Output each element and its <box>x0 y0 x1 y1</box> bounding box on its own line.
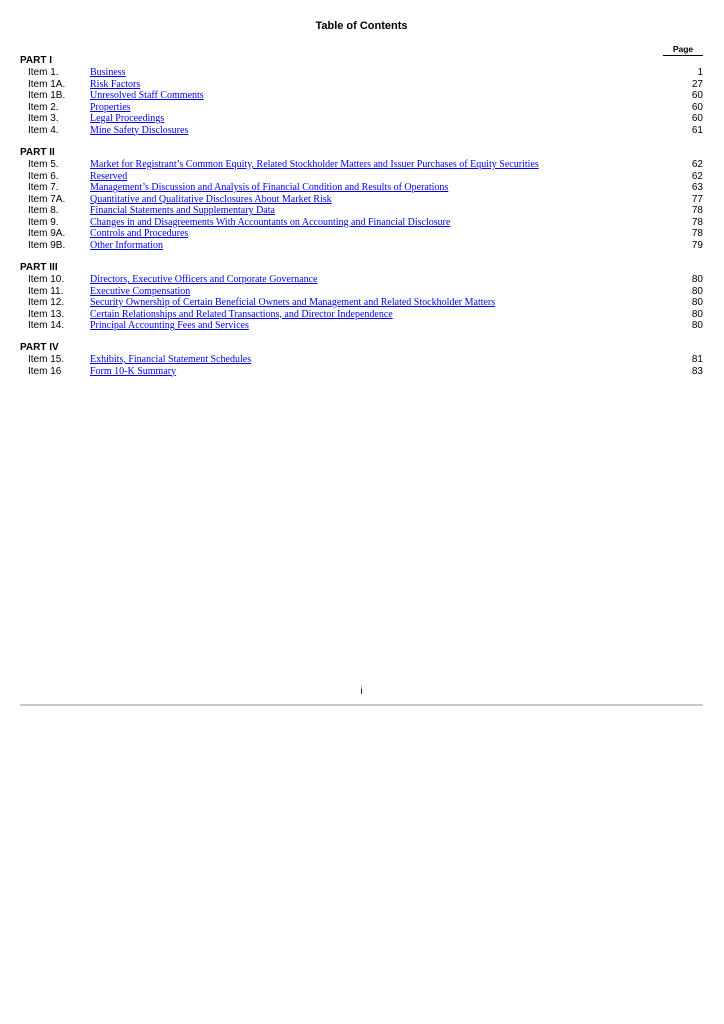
toc-row <box>20 240 703 252</box>
item-page-number: 61 <box>691 124 703 136</box>
toc-link[interactable]: Quantitative and Qualitative Disclosures About Market Risk <box>90 193 332 205</box>
item-number: Item 6. <box>28 170 59 182</box>
toc-link[interactable]: Principal Accounting Fees and Services <box>90 320 249 331</box>
toc-link[interactable]: Properties <box>90 101 131 113</box>
toc-link[interactable]: Financial Statements and Supplementary Data <box>90 205 275 216</box>
toc-link[interactable]: Legal Proceedings <box>90 113 165 124</box>
part-heading: PART IV <box>20 342 59 353</box>
item-number: Item 9. <box>28 216 59 228</box>
toc-link[interactable]: Market for Registrant’s Common Equity, Related Stockholder Matters and Issuer Purchases of Equity Securities <box>90 159 539 170</box>
item-number: Item 9A. <box>28 228 66 239</box>
item-page-number: 78 <box>691 216 703 228</box>
part-heading: PART III <box>20 262 58 273</box>
toc-row <box>20 205 703 217</box>
page-title: Table of Contents <box>315 20 408 32</box>
toc-row <box>20 297 703 309</box>
toc-link[interactable]: Security Ownership of Certain Beneficial Owners and Management and Related Stockholder Matters <box>90 297 496 308</box>
item-number: Item 8. <box>28 205 59 216</box>
item-number: Item 16 <box>28 365 62 377</box>
item-page-number: 80 <box>691 274 703 285</box>
toc-link[interactable]: Other Information <box>90 239 164 251</box>
item-page-number: 60 <box>691 101 703 113</box>
toc-link[interactable]: Executive Compensation <box>90 285 191 297</box>
item-number: Item 1. <box>28 67 59 78</box>
toc-row <box>20 309 703 321</box>
toc-row <box>20 354 703 366</box>
footer-divider <box>20 704 703 706</box>
toc-row <box>20 90 703 102</box>
item-page-number: 77 <box>691 193 703 205</box>
toc-link[interactable]: Unresolved Staff Comments <box>90 90 204 101</box>
footer-page-number: i <box>360 686 363 697</box>
item-page-number: 78 <box>691 228 703 239</box>
item-page-number: 27 <box>691 78 703 90</box>
toc-link[interactable]: Risk Factors <box>90 78 141 90</box>
item-number: Item 7. <box>28 182 59 193</box>
toc-row <box>20 217 703 229</box>
toc-row <box>20 194 703 206</box>
toc-row <box>20 171 703 183</box>
part-heading: PART I <box>20 55 53 66</box>
item-page-number: 81 <box>691 354 703 365</box>
item-page-number: 60 <box>691 113 703 124</box>
item-number: Item 13. <box>28 308 65 320</box>
toc-row <box>20 366 703 378</box>
item-page-number: 80 <box>691 308 703 320</box>
item-number: Item 1B. <box>28 90 66 101</box>
item-page-number: 80 <box>691 297 703 308</box>
item-number: Item 9B. <box>28 239 66 251</box>
toc-link[interactable]: Reserved <box>90 170 128 182</box>
toc-row <box>20 125 703 137</box>
item-page-number: 79 <box>691 239 703 251</box>
toc-link[interactable]: Certain Relationships and Related Transactions, and Director Independence <box>90 308 393 320</box>
item-number: Item 15. <box>28 354 65 365</box>
toc-row <box>20 182 703 194</box>
toc-row <box>20 159 703 171</box>
toc-row <box>20 79 703 91</box>
item-page-number: 62 <box>691 159 703 170</box>
toc-row <box>20 113 703 125</box>
toc-link[interactable]: Controls and Procedures <box>90 228 189 239</box>
toc-row <box>20 67 703 79</box>
item-page-number: 60 <box>691 90 703 101</box>
item-number: Item 4. <box>28 124 59 136</box>
item-number: Item 14. <box>28 320 65 331</box>
part-heading: PART II <box>20 147 55 158</box>
item-number: Item 3. <box>28 113 59 124</box>
item-number: Item 5. <box>28 159 59 170</box>
item-page-number: 1 <box>697 67 703 78</box>
item-number: Item 1A. <box>28 78 66 90</box>
item-page-number: 80 <box>691 285 703 297</box>
toc-link[interactable]: Directors, Executive Officers and Corporate Governance <box>90 274 318 285</box>
toc-row <box>20 102 703 114</box>
toc-link[interactable]: Exhibits, Financial Statement Schedules <box>90 354 252 365</box>
toc-link[interactable]: Management’s Discussion and Analysis of Financial Condition and Results of Operations <box>90 182 449 193</box>
toc-row <box>20 286 703 298</box>
item-number: Item 12. <box>28 297 65 308</box>
toc-link[interactable]: Form 10-K Summary <box>90 365 177 377</box>
item-page-number: 83 <box>691 365 703 377</box>
toc-link[interactable]: Changes in and Disagreements With Accountants on Accounting and Financial Disclosure <box>90 216 451 228</box>
toc-link[interactable]: Mine Safety Disclosures <box>90 124 189 136</box>
item-page-number: 78 <box>691 205 703 216</box>
toc-row <box>20 274 703 286</box>
item-page-number: 80 <box>691 320 703 331</box>
item-page-number: 63 <box>691 182 703 193</box>
toc-row <box>20 228 703 240</box>
item-page-number: 62 <box>691 170 703 182</box>
item-number: Item 10. <box>28 274 65 285</box>
toc-link[interactable]: Business <box>90 67 126 78</box>
page-column-header: Page <box>663 44 703 56</box>
item-number: Item 7A. <box>28 193 66 205</box>
item-number: Item 2. <box>28 101 59 113</box>
item-number: Item 11. <box>28 285 64 297</box>
toc-row <box>20 320 703 332</box>
